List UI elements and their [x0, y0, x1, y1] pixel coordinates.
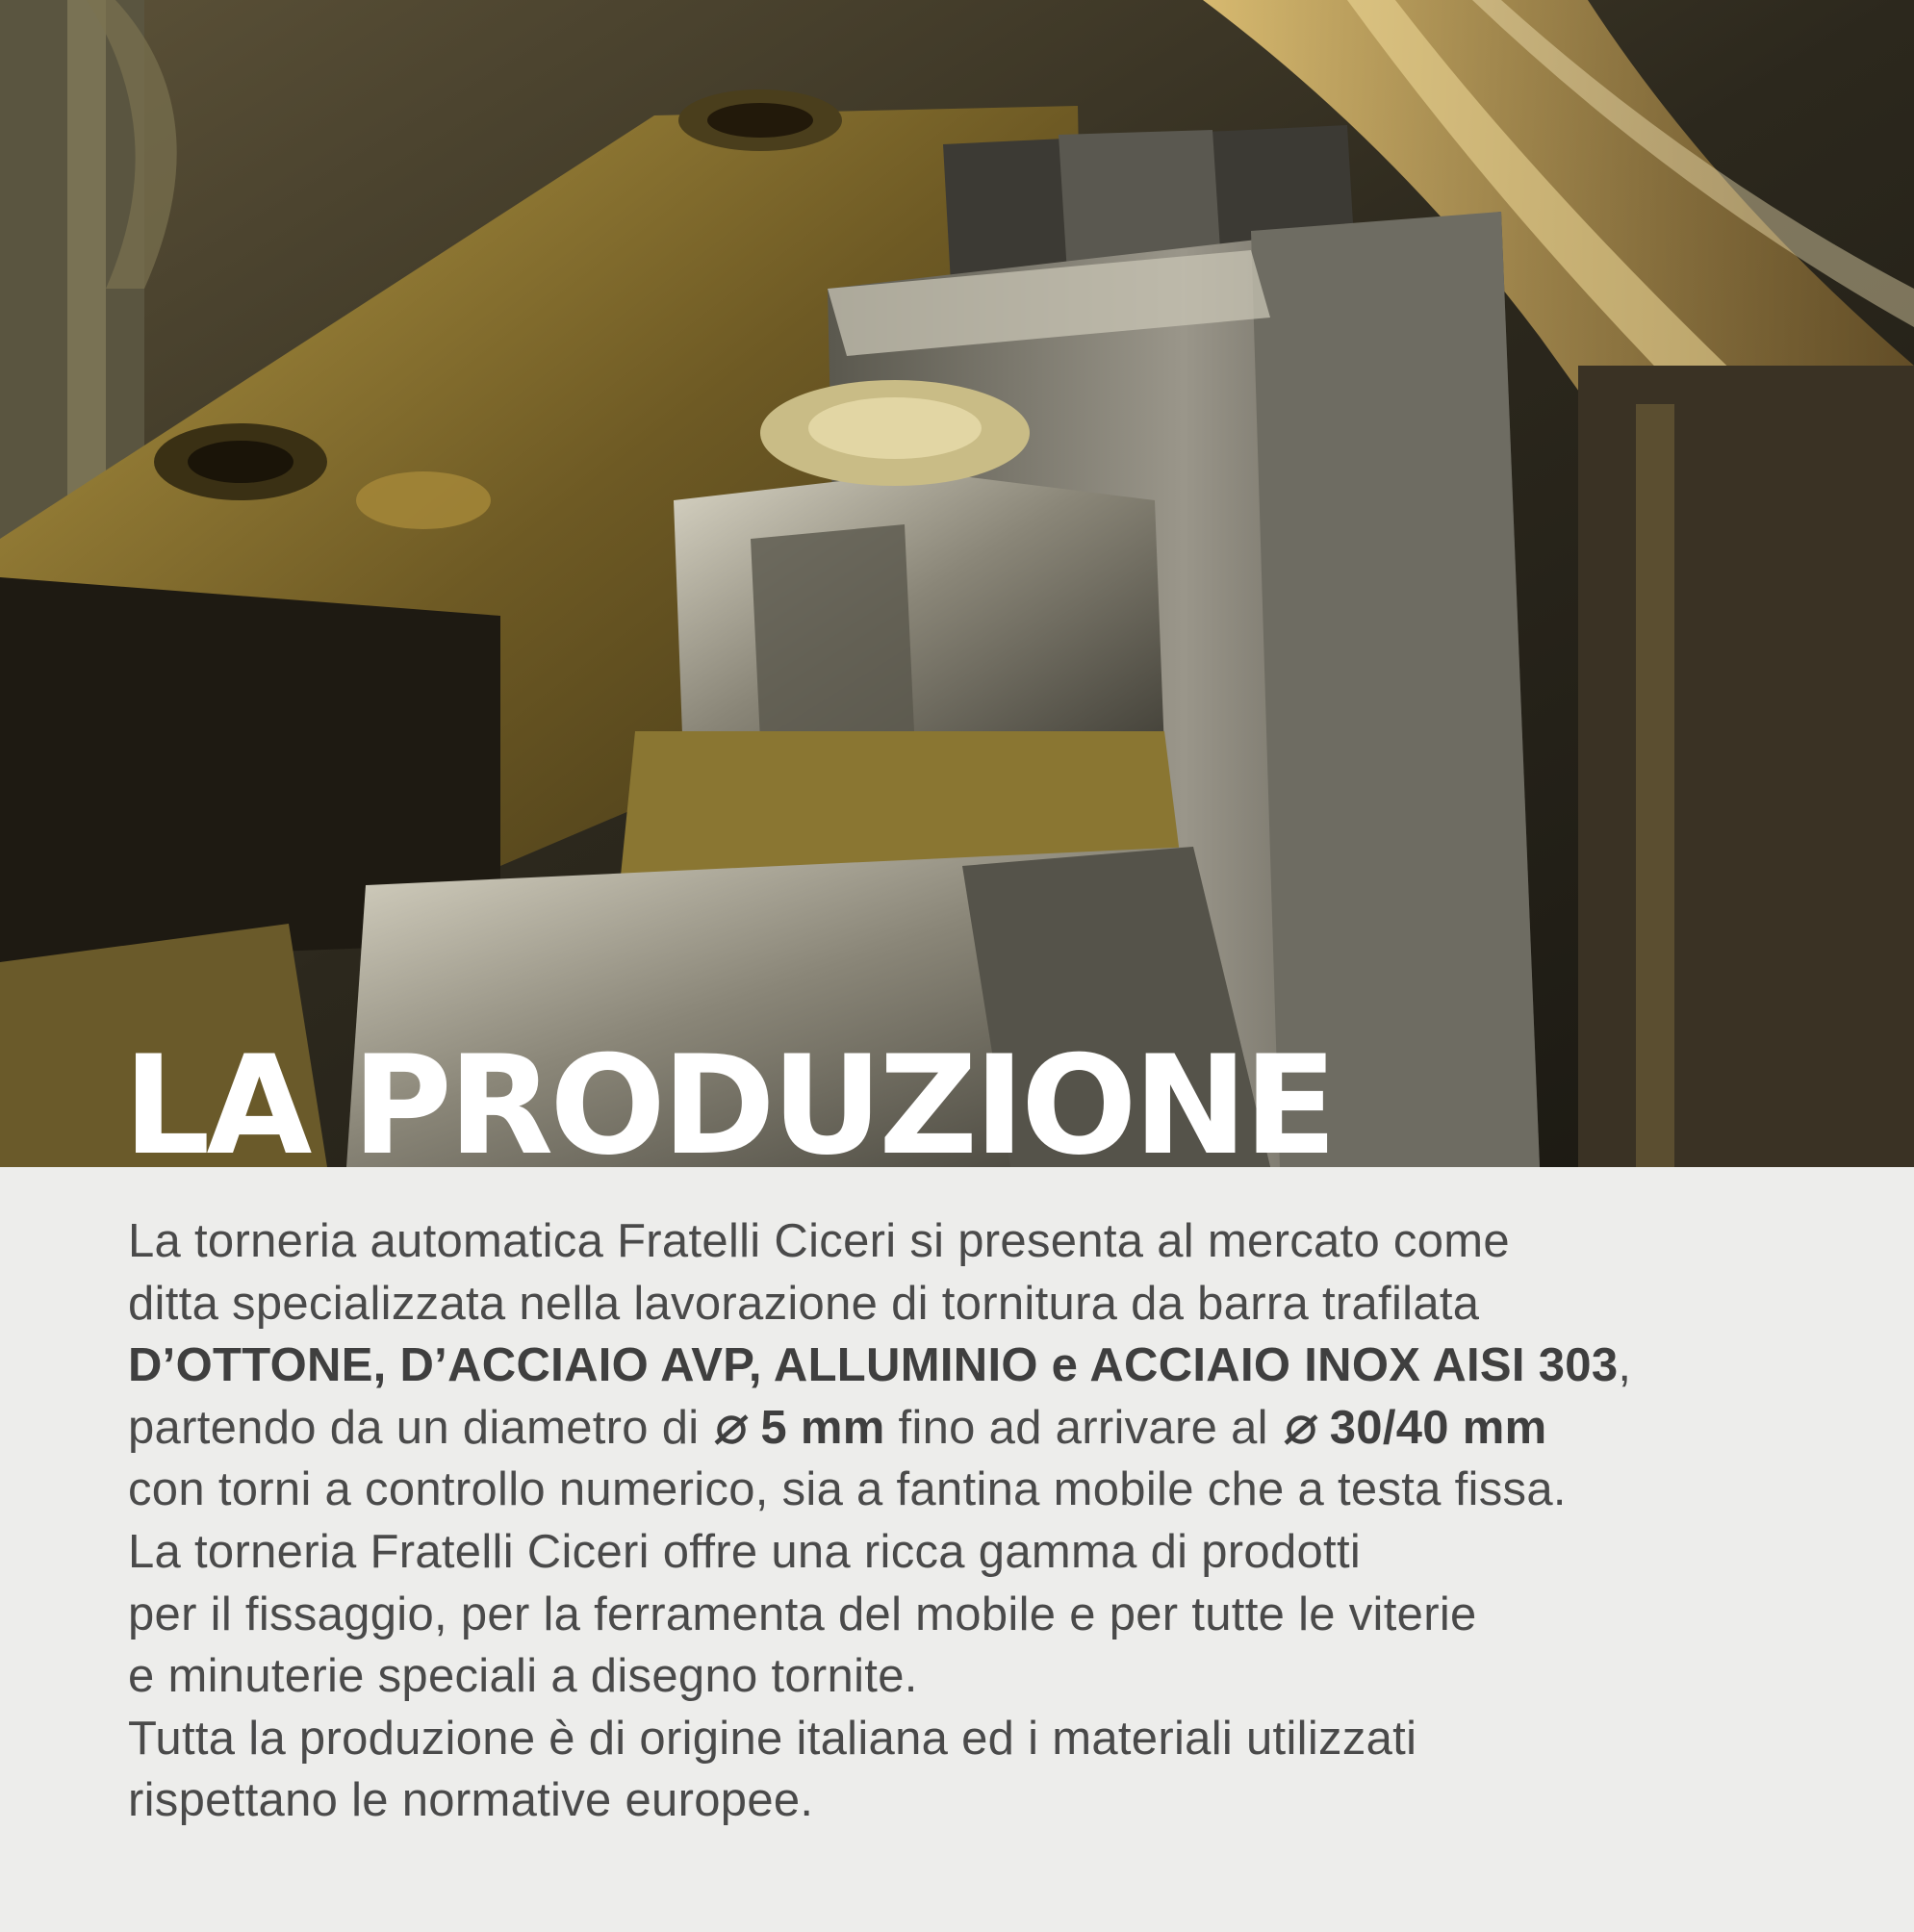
page-title: LA PRODUZIONE: [123, 1027, 1334, 1167]
diameter-max: 30/40 mm: [1329, 1401, 1547, 1454]
diameter-symbol-icon: [1282, 1411, 1320, 1446]
text-line: per il fissaggio, per la ferramenta del mobile e per tutte le viterie: [128, 1588, 1477, 1640]
text-line: La torneria automatica Fratelli Ciceri si presenta al mercato come: [128, 1215, 1510, 1267]
text-line: Tutta la produzione è di origine italiana ed i materiali utilizzati: [128, 1712, 1417, 1765]
text-line: rispettano le normative europee.: [128, 1774, 814, 1827]
materials-punctuation: ,: [1618, 1339, 1632, 1392]
text-line: La torneria Fratelli Ciceri offre una ricca gamma di prodotti: [128, 1525, 1362, 1578]
text-line-materials: [128, 1335, 1860, 1397]
text-line: e minuterie speciali a disegno tornite.: [128, 1650, 918, 1703]
diameter-connector: fino ad arrivare al: [898, 1401, 1268, 1454]
text-line: ditta specializzata nella lavorazione di tornitura da barra trafilata: [128, 1277, 1480, 1330]
diameter-intro: partendo da un diametro di: [128, 1401, 700, 1454]
materials-list: D’OTTONE, D’ACCIAIO AVP, ALLUMINIO e ACCIAIO INOX AISI 303: [128, 1339, 1619, 1392]
text-line-diameter: [128, 1397, 1860, 1460]
diameter-symbol-icon: [712, 1411, 751, 1446]
diameter-min: 5 mm: [760, 1401, 885, 1454]
text-line: con torni a controllo numerico, sia a fantina mobile che a testa fissa.: [128, 1463, 1567, 1516]
description: [128, 1210, 1860, 1832]
